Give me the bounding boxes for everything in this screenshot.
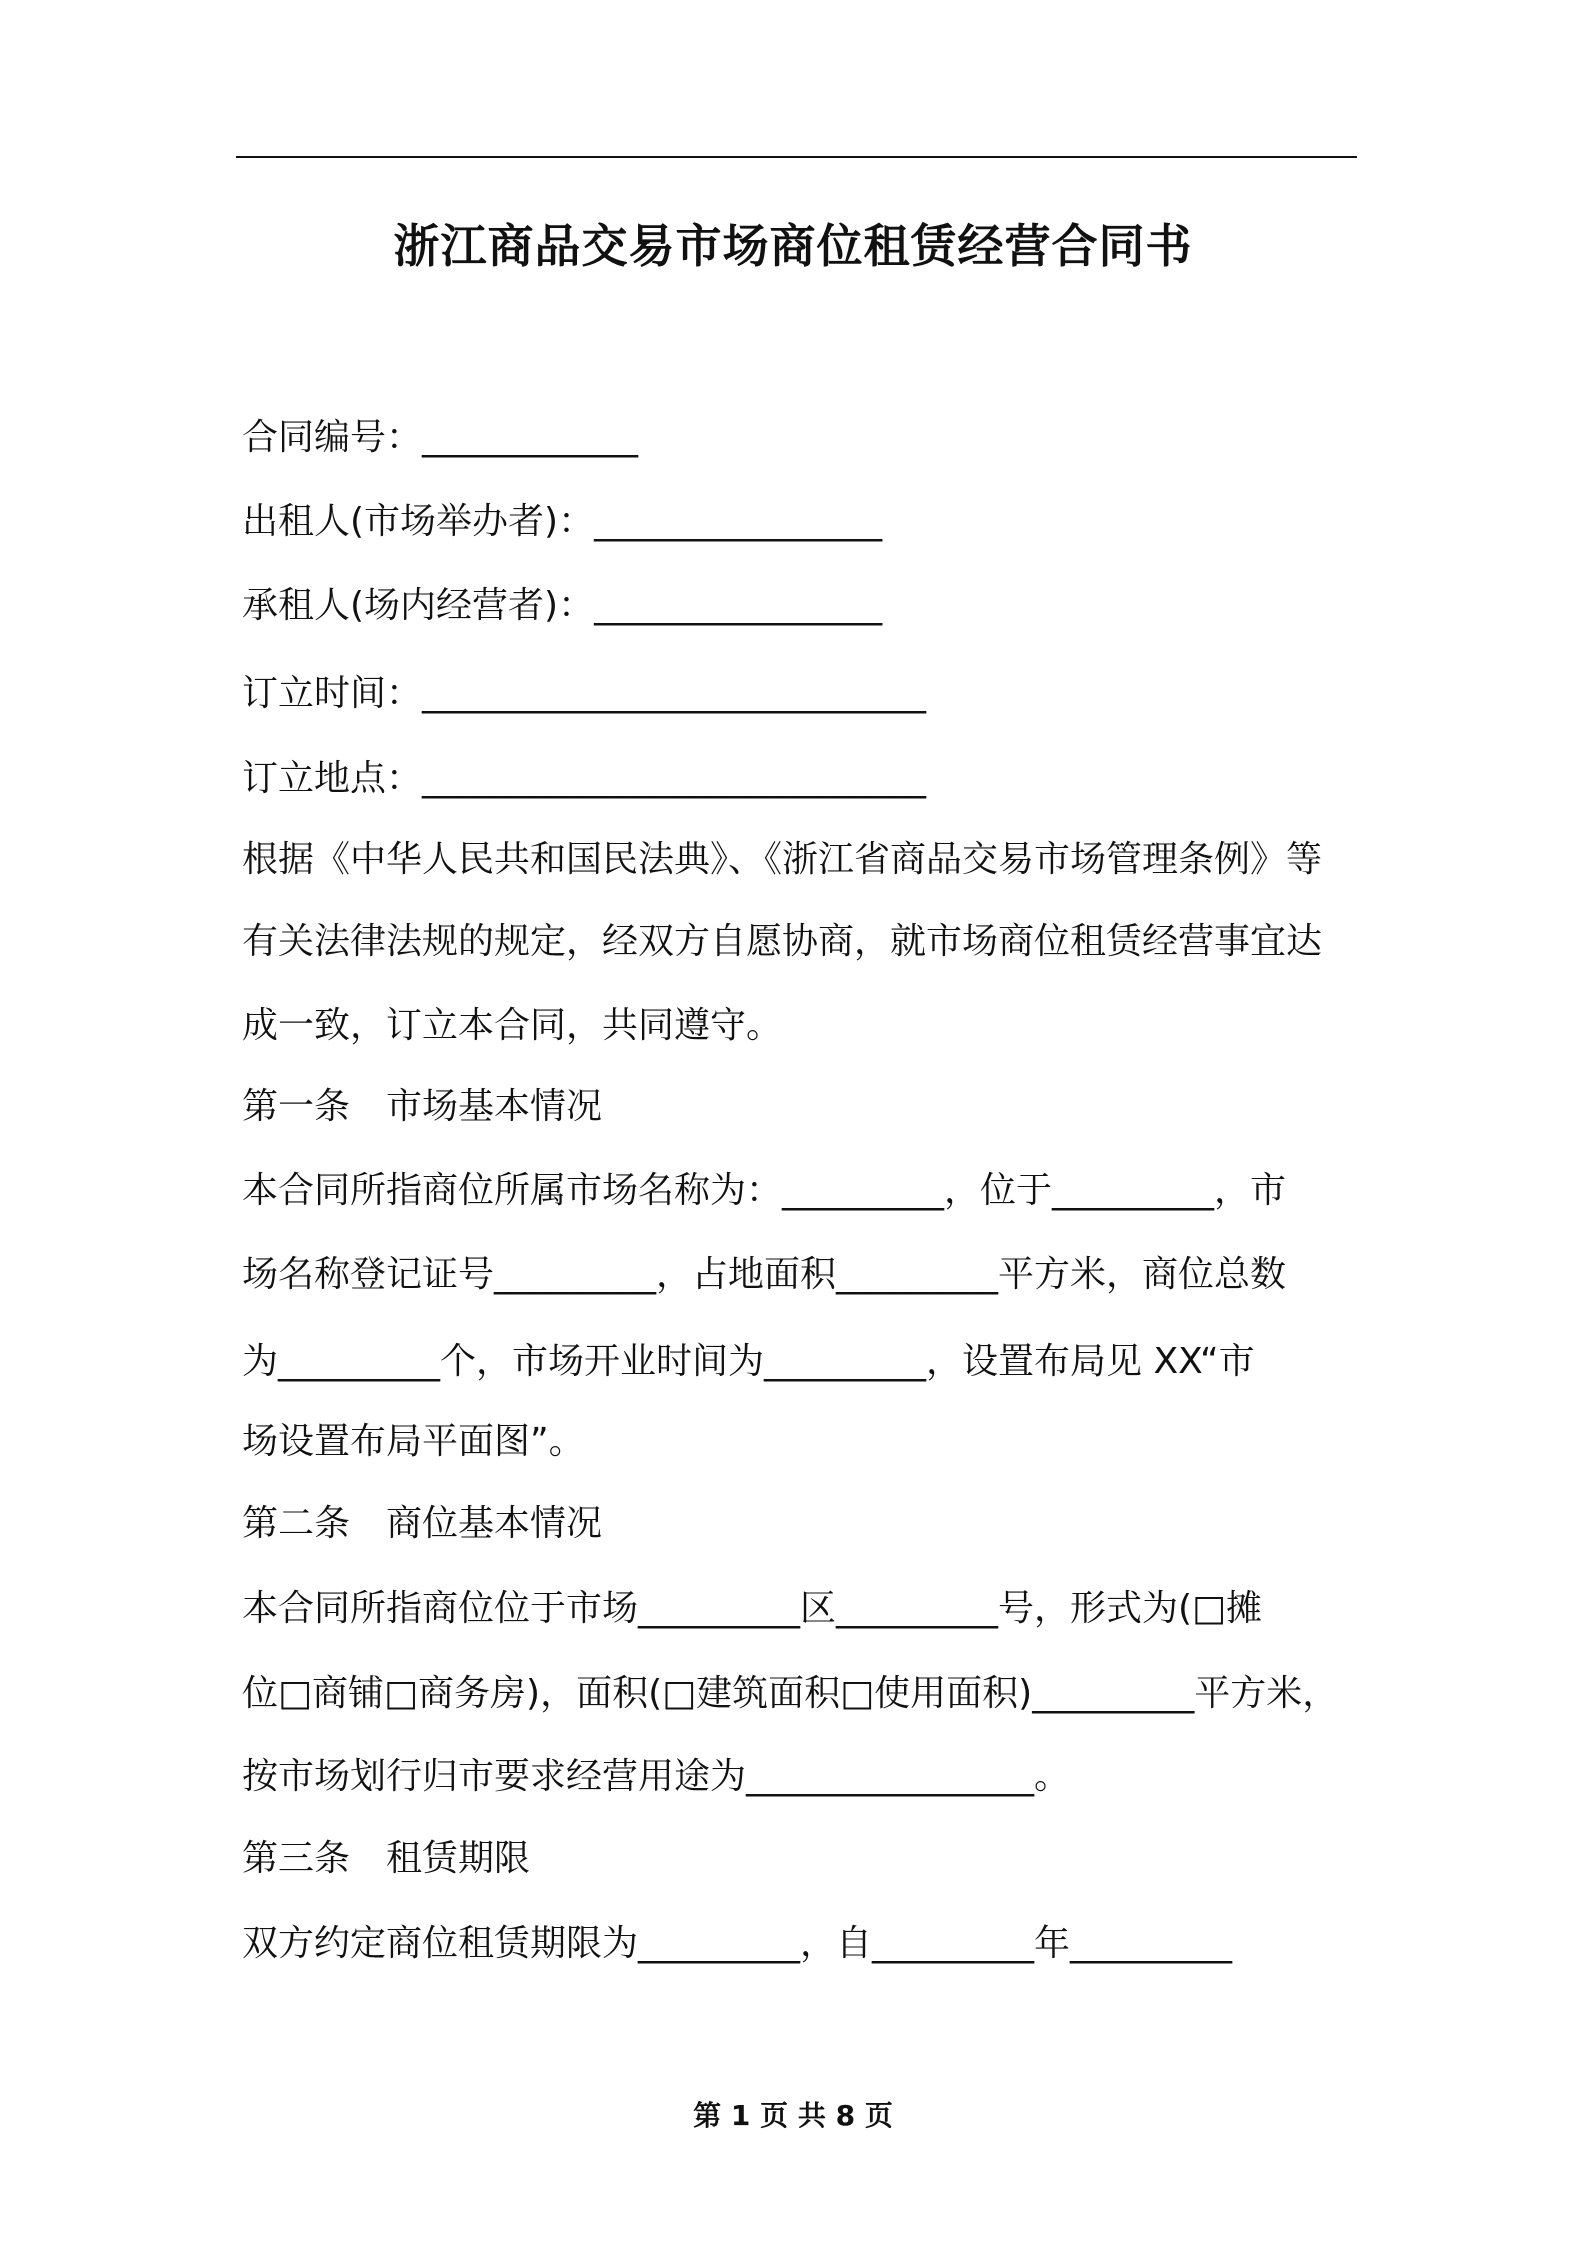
page-number-footer: 第 1 页 共 8 页 [693,2099,893,2132]
article-1-line-2: 场名称登记证号_________，占地面积_________平方米，商位总数 [242,1254,1287,1295]
preamble-line-1: 根据《中华人民共和国民法典》、《浙江省商品交易市场管理条例》等 [242,839,1323,880]
header-rule [236,156,1357,158]
article-1-line-1: 本合同所指商位所属市场名称为：_________，位于_________，市 [242,1170,1287,1211]
article-3-heading: 第三条 租赁期限 [242,1838,531,1879]
article-1-line-3: 为_________个，市场开业时间为_________，设置布局见 XX“市 [242,1341,1255,1382]
preamble-line-2: 有关法律法规的规定，经双方自愿协商，就市场商位租赁经营事宜达 [242,921,1323,962]
article-1-heading: 第一条 市场基本情况 [242,1086,603,1127]
article-2-line-1: 本合同所指商位位于市场_________区_________号，形式为(□摊 [242,1588,1263,1629]
field-sign-place: 订立地点：____________________________ [242,758,927,799]
article-2-line-2: 位□商铺□商务房)，面积(□建筑面积□使用面积)_________平方米， [242,1673,1339,1714]
preamble-line-3: 成一致，订立本合同，共同遵守。 [242,1005,783,1046]
article-3-line-1: 双方约定商位租赁期限为_________，自_________年_________ [242,1923,1233,1964]
field-contract-number: 合同编号：____________ [242,417,639,458]
article-2-line-3: 按市场划行归市要求经营用途为________________。 [242,1756,1071,1797]
field-sign-date: 订立时间：____________________________ [242,673,927,714]
article-2-heading: 第二条 商位基本情况 [242,1503,603,1544]
article-1-line-4: 场设置布局平面图”。 [242,1421,585,1462]
field-lessee: 承租人(场内经营者)：________________ [242,585,883,626]
field-lessor: 出租人(市场举办者)：________________ [242,501,883,542]
document-title: 浙江商品交易市场商位租赁经营合同书 [393,219,1193,273]
